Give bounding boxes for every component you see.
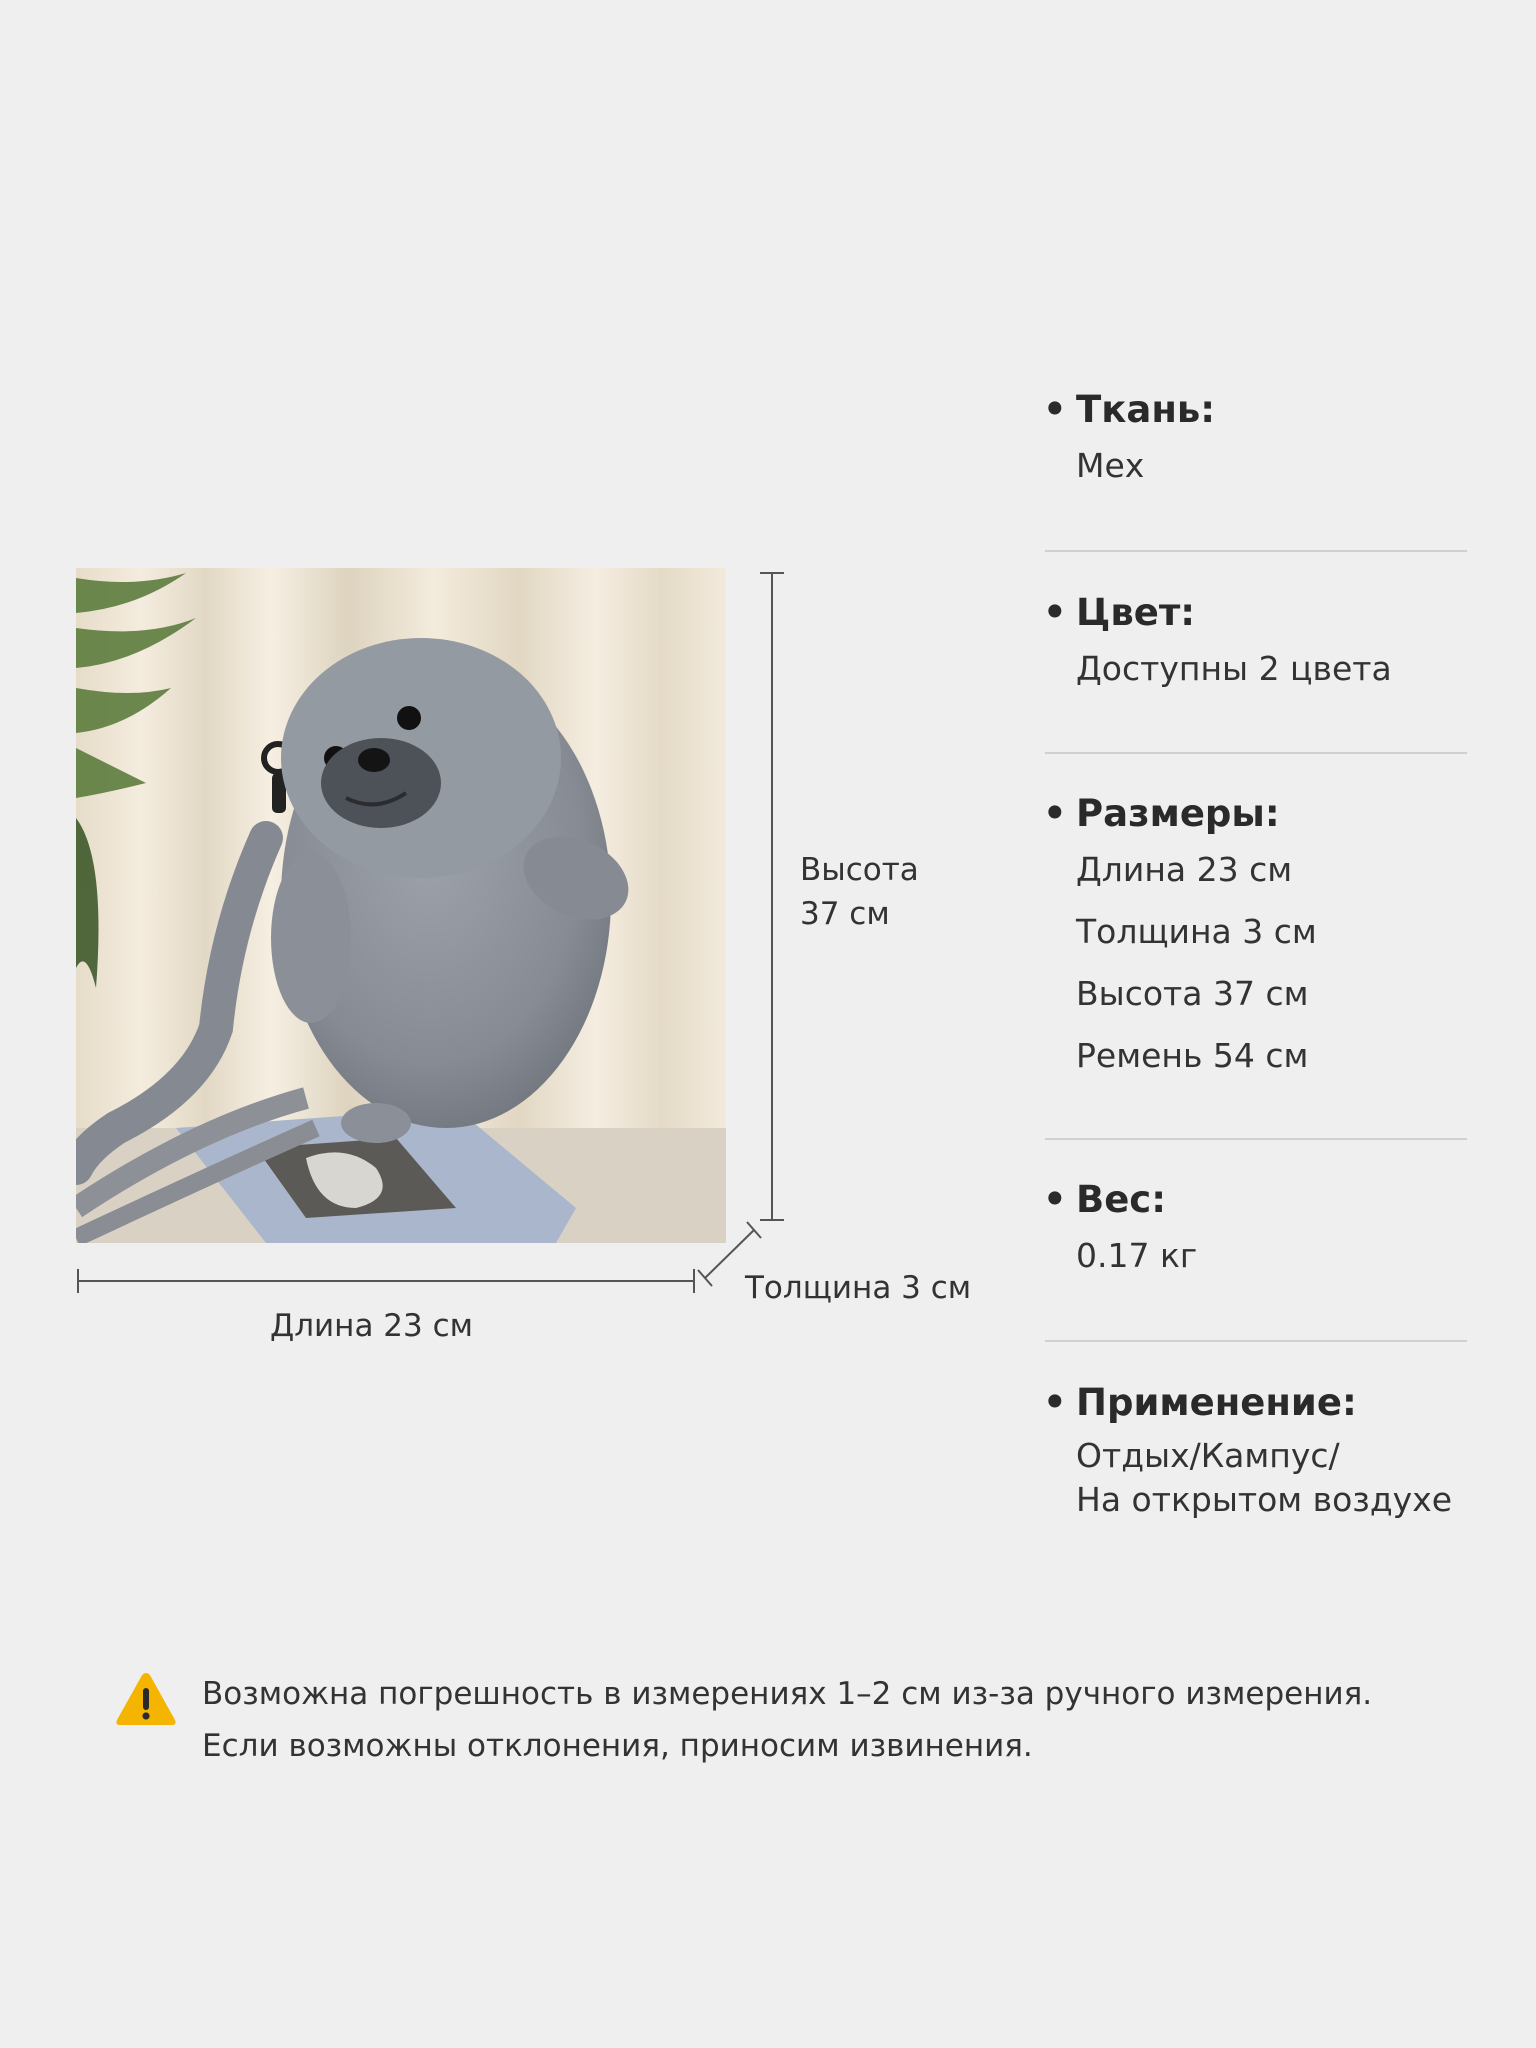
divider [1045, 1138, 1467, 1140]
spec-dimensions [1040, 789, 1470, 1087]
spec-value: 0.17 кг [1076, 1236, 1198, 1275]
spec-value: Мех [1076, 446, 1145, 485]
warning-triangle-icon [114, 1670, 178, 1728]
spec-value: Толщина 3 см [1076, 912, 1317, 951]
length-label: Длина 23 см [270, 1308, 474, 1344]
divider [1045, 752, 1467, 754]
spec-value: Высота 37 см [1076, 974, 1309, 1013]
divider [1045, 550, 1467, 552]
note-line-1: Возможна погрешность в измерениях 1–2 см из-за ручного измерения. [202, 1676, 1373, 1712]
spec-title: • Вес: [1040, 1175, 1470, 1225]
spec-title: • Цвет: [1040, 588, 1470, 638]
spec-usage [1040, 1378, 1470, 1522]
spec-title: • Ткань: [1040, 385, 1470, 435]
height-label-line2: 37 см [800, 896, 890, 932]
divider [1045, 1340, 1467, 1342]
spec-value: Отдых/Кампус/ [1076, 1436, 1340, 1475]
spec-title: • Применение: [1040, 1378, 1470, 1428]
spec-weight [1040, 1175, 1470, 1287]
note-line-2: Если возможны отклонения, приносим извинения. [202, 1728, 1033, 1764]
spec-value: Ремень 54 см [1076, 1036, 1309, 1075]
height-label-line1: Высота [800, 852, 919, 888]
spec-color [1040, 588, 1470, 700]
spec-value: Длина 23 см [1076, 850, 1293, 889]
spec-value: На открытом воздухе [1076, 1480, 1453, 1519]
thickness-label: Толщина 3 см [745, 1270, 972, 1306]
spec-fabric [1040, 385, 1470, 497]
spec-value: Доступны 2 цвета [1076, 649, 1392, 688]
product-photo [76, 568, 726, 1243]
spec-title: • Размеры: [1040, 789, 1470, 839]
